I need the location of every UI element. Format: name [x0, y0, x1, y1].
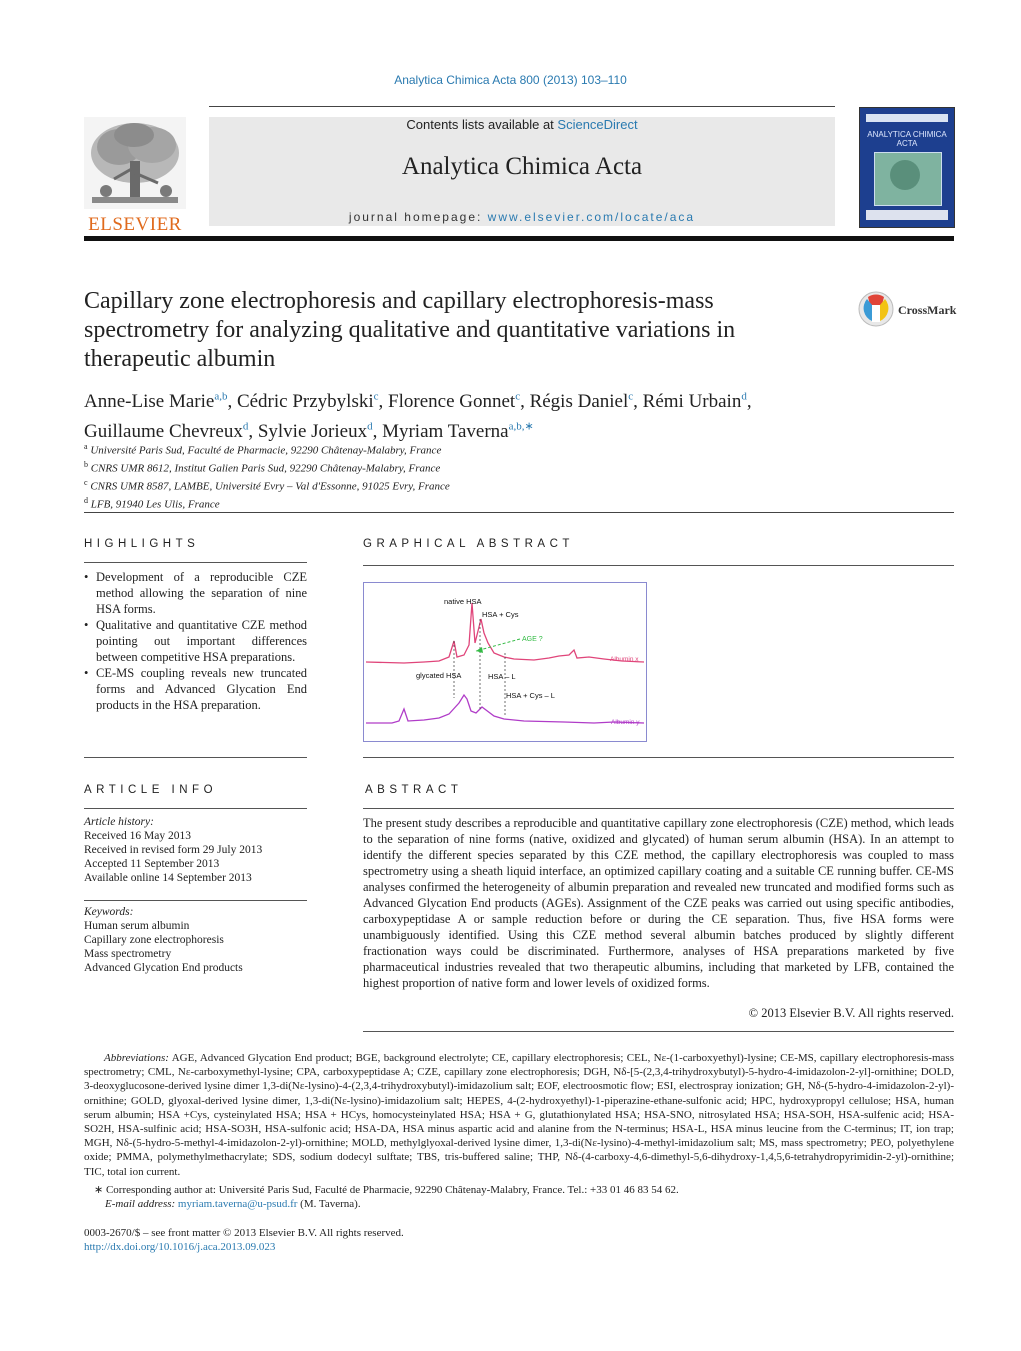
article-info-rule — [84, 808, 307, 809]
affiliation: $^b$ CNRS UMR 8612, Institut Galien Paris Sud, 92290 Châtenay-Malabry, France — [84, 460, 441, 475]
contents-prefix: Contents lists available at — [406, 117, 558, 132]
author-affil-mark[interactable]: d — [741, 391, 747, 403]
author-affil-mark[interactable]: a,b,∗ — [508, 420, 534, 433]
footer — [84, 1226, 404, 1254]
abstract-end-rule — [363, 1031, 954, 1032]
keywords-rule — [84, 900, 307, 901]
label-hsa-cys: HSA + Cys — [482, 610, 519, 619]
author[interactable]: Sylvie Jorieux$^d$, — [257, 420, 383, 442]
history-label: Article history: — [84, 816, 154, 828]
label-albumin-y: Albumin y — [611, 719, 640, 726]
affiliation: $^c$ CNRS UMR 8587, LAMBE, Université Evry – Val d'Essonne, 91025 Evry, France — [84, 478, 450, 493]
highlight-item: • Development of a reproducible CZE method allowing the separation of nine HSA forms. — [84, 569, 307, 617]
label-albumin-x: Albumin x — [610, 656, 639, 663]
history-item: Accepted 11 September 2013 — [84, 858, 220, 870]
author[interactable]: Anne-Lise Marie$^{a,b}$, — [84, 391, 237, 413]
email-line: E-mail address: myriam.taverna@u-psud.fr (M. Taverna). — [105, 1198, 361, 1210]
abstract-rule — [363, 808, 954, 809]
email-link[interactable]: myriam.taverna@u-psud.fr — [177, 1198, 298, 1210]
keywords — [84, 905, 243, 975]
keyword: Mass spectrometry — [84, 948, 172, 960]
graphical-abstract-heading: GRAPHICAL ABSTRACT — [363, 538, 574, 550]
author[interactable]: Rémi Urbain$^d$, — [642, 391, 752, 413]
elsevier-wordmark: ELSEVIER — [88, 214, 182, 235]
author-affil-mark[interactable]: c — [373, 391, 379, 403]
keyword: Advanced Glycation End products — [84, 962, 243, 974]
history-item: Received in revised form 29 July 2013 — [84, 844, 263, 856]
header-thick-rule — [84, 236, 954, 241]
contents-line — [209, 117, 835, 132]
affiliation: $^a$ Université Paris Sud, Faculté de Pharmacie, 92290 Châtenay-Malabry, France — [84, 442, 442, 457]
corresponding-author: ∗ Corresponding author at: Université Paris Sud, Faculté de Pharmacie, 92290 Châtenay-Malabry, France. Tel.: +33 01 46 83 54 62. — [94, 1184, 679, 1196]
author[interactable]: Guillaume Chevreux$^d$, — [84, 420, 258, 442]
abstract-heading: ABSTRACT — [365, 784, 463, 796]
highlights-list — [84, 569, 307, 713]
abbreviations-text: AGE, Advanced Glycation End product; BGE, background electrolyte; CE, capillary electrophoresis; CEL, Nε-(1-carboxyethyl)-lysine; CE-MS, capillary electrophoresis-mass spectrometry; CML, Nε-carboxymethyl-lysine; CPA, carboxypeptidase A; CZE, capillary zone electrophoresis; DGH, Nδ-[5-(2,3,4-trihydroxybutyl)-5-hydro-4-imidazolon-2-yl]-ornithine; DOLD, 3-deoxyglucosone-derived lysine dimer 1,3-di(Nε-lysino)-4-(2,3,4-trihydroxybutyl)-imidazolium salt; EOF, electroosmotic flow; ESI, electrospray ionization; GH, Nδ-(5-hydro-4-imidazolon-2-yl)-ornithine; GOLD, glyoxal-derived lysine dimer, 1,3-di(Nε-lysino)-imidazolium salt; HEPES, 4-(2-hydroxyethyl)-1-piperazine-ethane-sulfonic acid; HPC, hydroxypropyl cellulose; HSA, human serum albumin; HSA +Cys, cysteinylated HSA; HSA + HCys, homocysteinylated HSA; HSA + G, glutathionylated HSA; HSA-SNO, nitrosylated HSA; HSA-SOH, HSA-sulfenic acid; HSA-SO2H, HSA-sulfinic acid; HSA-SO3H, HSA-sulfonic acid; HSA-DA, HSA minus aspartic acid and alanine from the N-terminus; HSA-L, HSA minus leucine from the C-terminus; IT, ion trap; MGH, Nδ-(5-hydro-5-methyl-4-imidazolon-2-yl)-ornithine; MOLD, methylglyoxal-derived lysine dimer, 1,3-di(Nε-lysino)-4-methyl-imidazolium salt; MS, mass spectrometry; PEO, polyethylene oxide; PMMA, polymethylmethacrylate; SDS, sodium dodecyl sulftate; TBS, tris-buffered saline; THP, Nδ-(4-carboxy-4,6-dimethyl-5,6-dihydroxy-1,4,5,6-tetrahydropyrimidin-2-yl)-ornithine; TIC, total ion current. — [84, 1052, 954, 1178]
journal-homepage — [209, 210, 835, 224]
graphical-abstract-figure[interactable] — [363, 582, 647, 742]
graphical-abstract-end-rule — [363, 757, 954, 758]
keyword: Capillary zone electrophoresis — [84, 934, 224, 946]
highlight-item: • CE-MS coupling reveals new truncated forms and Advanced Glycation End products in the HSA preparation. — [84, 665, 307, 713]
label-glycated-hsa: glycated HSA — [416, 671, 462, 680]
correspondence — [84, 1183, 954, 1211]
history-item: Available online 14 September 2013 — [84, 872, 252, 884]
elsevier-tree-icon — [84, 117, 186, 209]
article-history — [84, 815, 262, 885]
highlights-heading: HIGHLIGHTS — [84, 538, 200, 550]
author-affil-mark[interactable]: d — [367, 420, 373, 433]
label-age: AGE ? — [522, 636, 543, 643]
author-affil-mark[interactable]: a,b — [214, 391, 228, 403]
history-item: Received 16 May 2013 — [84, 830, 191, 842]
crossmark-label: CrossMark — [898, 303, 957, 317]
crossmark-badge[interactable] — [858, 291, 958, 329]
journal-title: Analytica Chimica Acta — [401, 153, 643, 180]
article-title: Capillary zone electrophoresis and capillary electrophoresis-mass spectrometry for analyzing qualitative and quantitative variations in therapeutic albumin — [84, 288, 736, 372]
author[interactable]: Myriam Taverna$^{a,b,∗}$ — [382, 420, 534, 442]
affiliation: $^d$ LFB, 91940 Les Ulis, France — [84, 496, 220, 512]
elsevier-logo[interactable] — [84, 117, 186, 235]
journal-cover[interactable] — [859, 107, 955, 228]
abbreviations-label: Abbreviations: — [104, 1052, 169, 1064]
keyword: Human serum albumin — [84, 920, 190, 932]
highlights-rule — [84, 562, 307, 563]
author-affil-mark[interactable]: c — [515, 391, 521, 403]
journal-banner — [209, 117, 835, 226]
copyright: © 2013 Elsevier B.V. All rights reserved. — [748, 1006, 954, 1020]
label-hsa-cys-l: HSA + Cys – L — [506, 691, 555, 700]
author-affil-mark[interactable]: c — [628, 391, 634, 403]
abstract-text: The present study describes a reproducible and quantitative capillary zone electrophoresis (CZE) method, which leads to the separation of nine forms (native, oxidized and glycated) of human serum albumin (HSA). In an attempt to identify the different species separated by this CZE method, the capillary electrophoresis was coupled to mass spectrometry using a sheath liquid interface, an optimized capillary coating and a suitable CE running buffer. CE-MS analyses confirmed the heterogeneity of albumin preparation and revealed new truncated and modified forms such as Advanced Glycation End products (AGEs). Assignment of the CZE peaks was carried out using specific antibodies, carboxypeptidase A or sample reduction before or during the CE separation. Thus, five HSA forms were unambiguously identified. Using this CZE method several albumin batches produced by slightly different fractionation ways could be discriminated. Furthermore, analyses of HSA preparations marketed by five pharmaceutical industries revealed that two therapeutic albumins, including that marketed by LFB, contained the highest proportion of native form and lower levels of oxidized forms. — [363, 816, 954, 990]
author[interactable]: Régis Daniel$^c$, — [529, 391, 643, 413]
highlights-end-rule — [84, 757, 307, 758]
crossmark-icon — [858, 291, 894, 327]
keywords-label: Keywords: — [84, 906, 134, 918]
sciencedirect-link[interactable]: ScienceDirect — [557, 117, 638, 132]
graphical-abstract-rule — [363, 565, 954, 566]
homepage-link[interactable]: www.elsevier.com/locate/aca — [487, 210, 696, 224]
journal-citation[interactable]: Analytica Chimica Acta 800 (2013) 103–110 — [394, 73, 627, 87]
header-rule — [209, 106, 835, 107]
cover-title: ANALYTICA CHIMICA ACTA — [867, 130, 947, 148]
highlight-item: • Qualitative and quantitative CZE method pointing out important differences between competitive HSA preparations. — [84, 617, 307, 665]
article-info-heading: ARTICLE INFO — [84, 784, 218, 796]
abbreviations — [84, 1051, 954, 1179]
label-native-hsa: native HSA — [444, 597, 482, 606]
label-hsa-l: HSA – L — [488, 672, 516, 681]
issn-line: 0003-2670/$ – see front matter © 2013 Elsevier B.V. All rights reserved. — [84, 1227, 404, 1239]
doi-link[interactable]: http://dx.doi.org/10.1016/j.aca.2013.09.023 — [84, 1241, 276, 1253]
homepage-prefix: journal homepage: — [348, 210, 488, 224]
section-rule — [84, 512, 954, 513]
author-affil-mark[interactable]: d — [242, 420, 249, 433]
author[interactable]: Cédric Przybylski$^c$, — [236, 391, 389, 413]
affiliations — [84, 440, 450, 513]
author-list — [84, 385, 884, 444]
author[interactable]: Florence Gonnet$^c$, — [388, 391, 530, 413]
electropherogram-figure — [364, 583, 646, 741]
